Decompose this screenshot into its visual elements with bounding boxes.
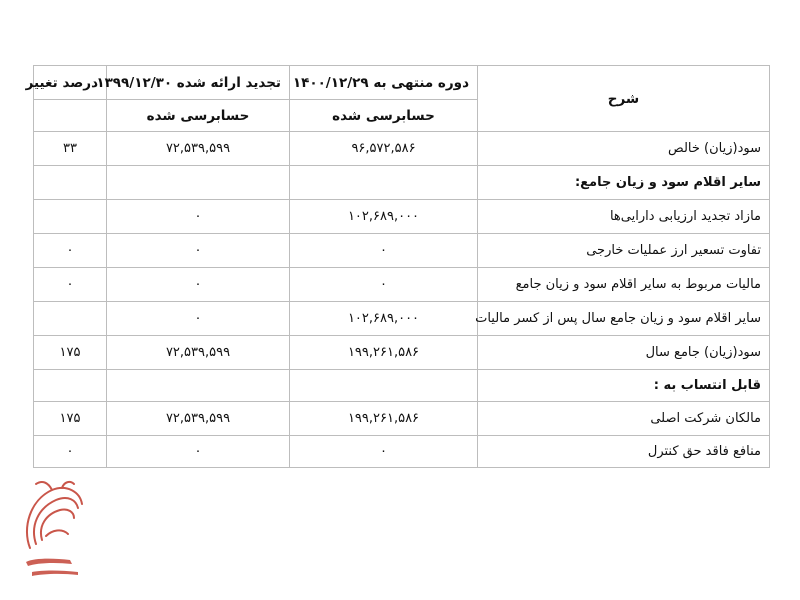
- row-prior-value: ۷۲,۵۳۹,۵۹۹: [107, 132, 290, 166]
- row-current-value: ۰: [290, 234, 478, 268]
- row-description: سایر اقلام سود و زیان جامع سال پس از کسر مالیات: [478, 302, 770, 336]
- row-change-value: [34, 200, 107, 234]
- row-change-value: [34, 166, 107, 200]
- row-current-value: [290, 370, 478, 402]
- table-row: [34, 132, 770, 166]
- row-current-value: ۰: [290, 268, 478, 302]
- table-row: [34, 436, 770, 468]
- table-row: [34, 336, 770, 370]
- row-description: مالکان شرکت اصلی: [478, 402, 770, 436]
- row-current-value: ۱۰۲,۶۸۹,۰۰۰: [290, 302, 478, 336]
- row-description: مالیات مربوط به سایر اقلام سود و زیان جامع: [478, 268, 770, 302]
- row-current-value: ۱۰۲,۶۸۹,۰۰۰: [290, 200, 478, 234]
- row-description: مازاد تجدید ارزیابی دارایی‌ها: [478, 200, 770, 234]
- row-current-value: [290, 166, 478, 200]
- row-description: سود(زیان) جامع سال: [478, 336, 770, 370]
- row-change-value: ۳۳: [34, 132, 107, 166]
- table-row: [34, 370, 770, 402]
- header-description: شرح: [478, 66, 770, 132]
- row-current-value: ۹۶,۵۷۲,۵۸۶: [290, 132, 478, 166]
- audited-label-current: حسابرسی شده: [290, 100, 478, 132]
- table-row: [34, 402, 770, 436]
- watermark-logo-icon: [12, 478, 92, 588]
- audited-label-prior: حسابرسی شده: [107, 100, 290, 132]
- row-description: منافع فاقد حق کنترل: [478, 436, 770, 468]
- row-prior-value: ۰: [107, 302, 290, 336]
- table-row: [34, 302, 770, 336]
- row-prior-value: ۷۲,۵۳۹,۵۹۹: [107, 402, 290, 436]
- header-change-percent: درصد تغییر: [34, 66, 107, 100]
- table-row: [34, 234, 770, 268]
- row-prior-value: ۰: [107, 234, 290, 268]
- table-row: [34, 200, 770, 234]
- row-description: تفاوت تسعیر ارز عملیات خارجی: [478, 234, 770, 268]
- row-change-value: ۰: [34, 436, 107, 468]
- row-prior-value: ۰: [107, 268, 290, 302]
- row-current-value: ۱۹۹,۲۶۱,۵۸۶: [290, 402, 478, 436]
- header-change-blank: [34, 100, 107, 132]
- row-change-value: ۱۷۵: [34, 336, 107, 370]
- row-change-value: ۱۷۵: [34, 402, 107, 436]
- row-description: سایر اقلام سود و زیان جامع:: [478, 166, 770, 200]
- row-change-value: [34, 302, 107, 336]
- header-prior-period: تجدید ارائه شده ۱۳۹۹/۱۲/۳۰: [107, 66, 290, 100]
- row-prior-value: ۷۲,۵۳۹,۵۹۹: [107, 336, 290, 370]
- row-prior-value: [107, 370, 290, 402]
- comprehensive-income-table: [25, 65, 770, 468]
- header-current-period: دوره منتهی به ۱۴۰۰/۱۲/۲۹: [290, 66, 478, 100]
- row-prior-value: ۰: [107, 436, 290, 468]
- row-change-value: ۰: [34, 268, 107, 302]
- row-prior-value: [107, 166, 290, 200]
- row-prior-value: ۰: [107, 200, 290, 234]
- table-row: [34, 268, 770, 302]
- table-row: [34, 166, 770, 200]
- header-row: [34, 66, 770, 100]
- row-description: سود(زیان) خالص: [478, 132, 770, 166]
- row-change-value: ۰: [34, 234, 107, 268]
- row-current-value: ۰: [290, 436, 478, 468]
- row-description: قابل انتساب به :: [478, 370, 770, 402]
- row-current-value: ۱۹۹,۲۶۱,۵۸۶: [290, 336, 478, 370]
- row-change-value: [34, 370, 107, 402]
